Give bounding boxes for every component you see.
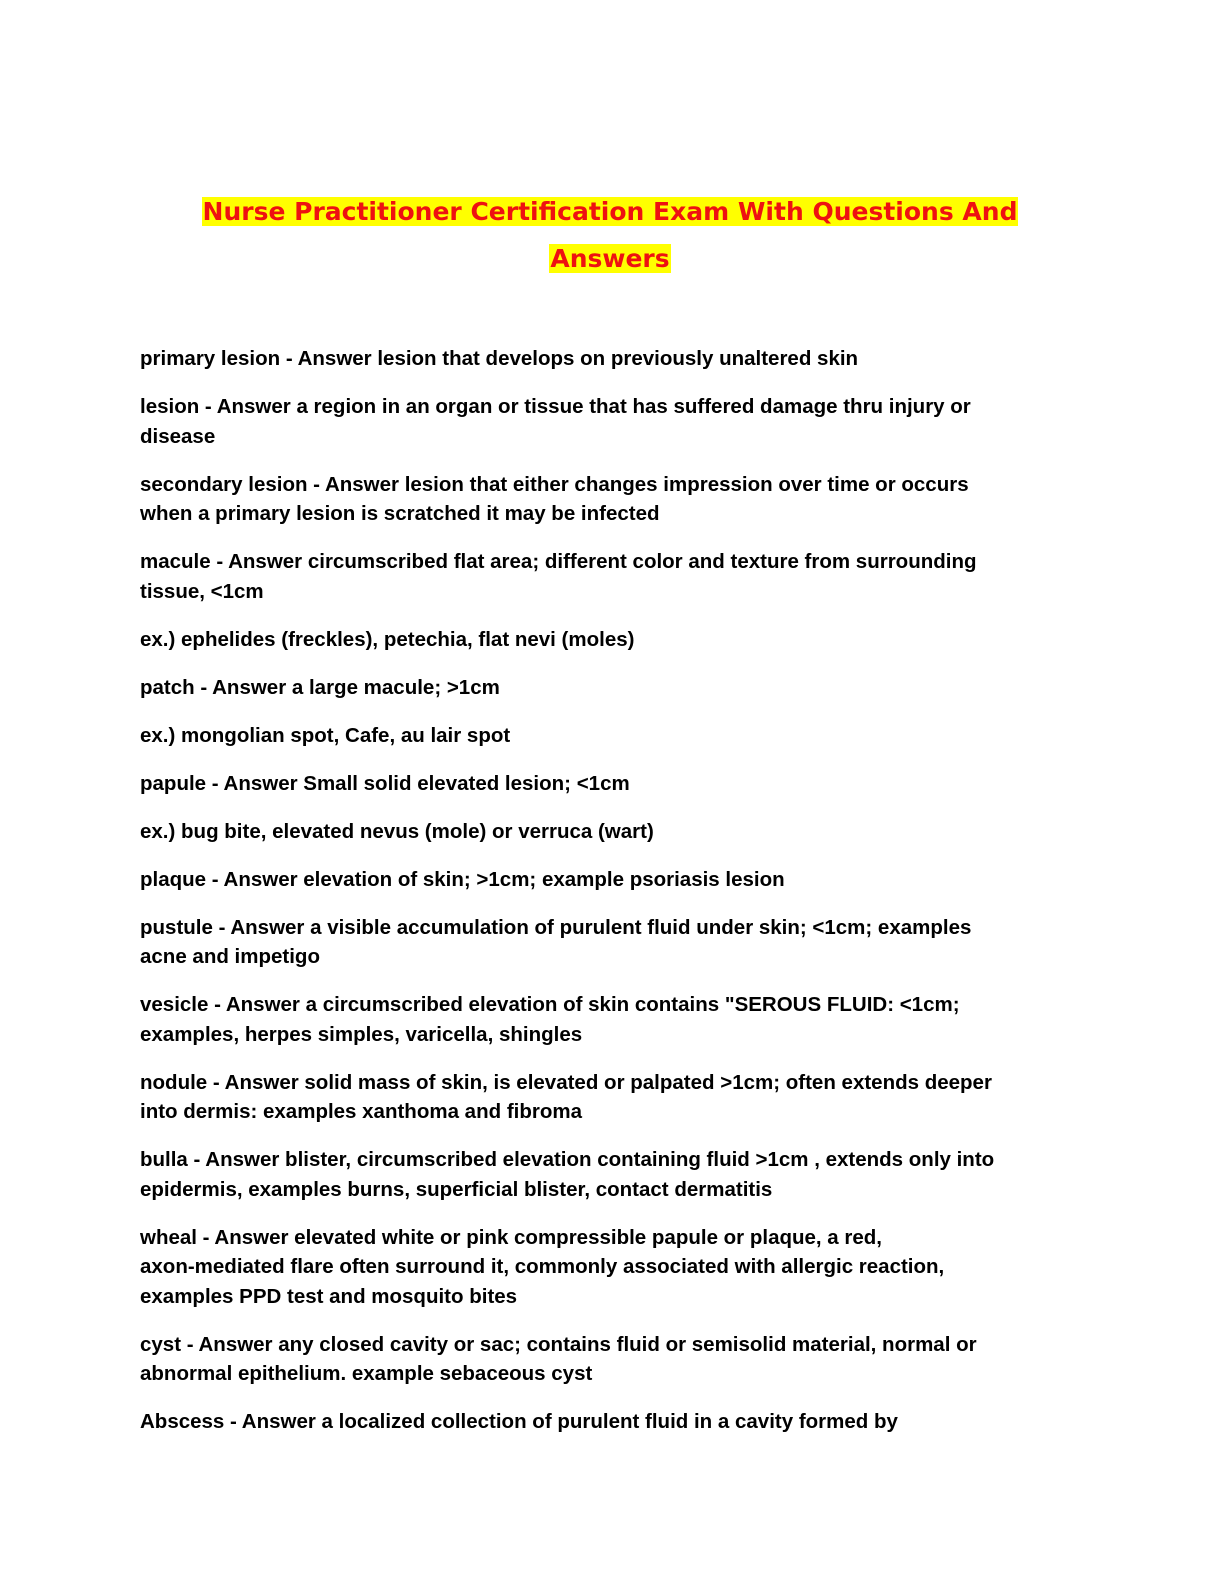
qa-entry: papule - Answer Small solid elevated lesion; <1cm bbox=[140, 771, 630, 795]
qa-entry: macule - Answer circumscribed flat area; different color and texture from surrounding tissue, <1cm bbox=[140, 550, 977, 603]
qa-entry: vesicle - Answer a circumscribed elevation of skin contains "SEROUS FLUID: <1cm; examples, herpes simples, varicella, shingles bbox=[140, 993, 960, 1046]
title-line-1: Nurse Practitioner Certification Exam With Questions And bbox=[202, 197, 1018, 226]
qa-entry: lesion - Answer a region in an organ or tissue that has suffered damage thru injury or disease bbox=[140, 395, 971, 448]
qa-list bbox=[140, 344, 1070, 1455]
qa-entry: pustule - Answer a visible accumulation of purulent fluid under skin; <1cm; examples acne and impetigo bbox=[140, 915, 972, 968]
qa-entry: primary lesion - Answer lesion that develops on previously unaltered skin bbox=[140, 347, 859, 370]
qa-entry: Abscess - Answer a localized collection of purulent fluid in a cavity formed by bbox=[140, 1410, 898, 1433]
qa-entry: bulla - Answer blister, circumscribed elevation containing fluid >1cm , extends only into epidermis, examples burns, superficial blister, contact dermatitis bbox=[140, 1148, 995, 1201]
qa-entry: cyst - Answer any closed cavity or sac; contains fluid or semisolid material, normal or abnormal epithelium. example sebaceous cyst bbox=[140, 1332, 977, 1385]
qa-entry: secondary lesion - Answer lesion that either changes impression over time or occurs when a primary lesion is scratched it may be infected bbox=[140, 472, 969, 525]
title-line-2: Answers bbox=[550, 244, 670, 273]
qa-entry: plaque - Answer elevation of skin; >1cm; example psoriasis lesion bbox=[140, 867, 785, 891]
qa-entry: ex.) bug bite, elevated nevus (mole) or verruca (wart) bbox=[140, 819, 654, 843]
qa-entry: ex.) ephelides (freckles), petechia, flat nevi (moles) bbox=[140, 627, 635, 651]
qa-entry: ex.) mongolian spot, Cafe, au lair spot bbox=[140, 723, 511, 747]
document-title bbox=[150, 190, 1070, 284]
qa-entry: wheal - Answer elevated white or pink compressible papule or plaque, a red, axon-mediated flare often surround it, commonly associated with allergic reaction, examples PPD test and mosquito bites bbox=[140, 1225, 945, 1308]
qa-entry: patch - Answer a large macule; >1cm bbox=[140, 675, 500, 699]
qa-entry: nodule - Answer solid mass of skin, is elevated or palpated >1cm; often extends deeper into dermis: examples xanthoma and fibroma bbox=[140, 1070, 992, 1123]
